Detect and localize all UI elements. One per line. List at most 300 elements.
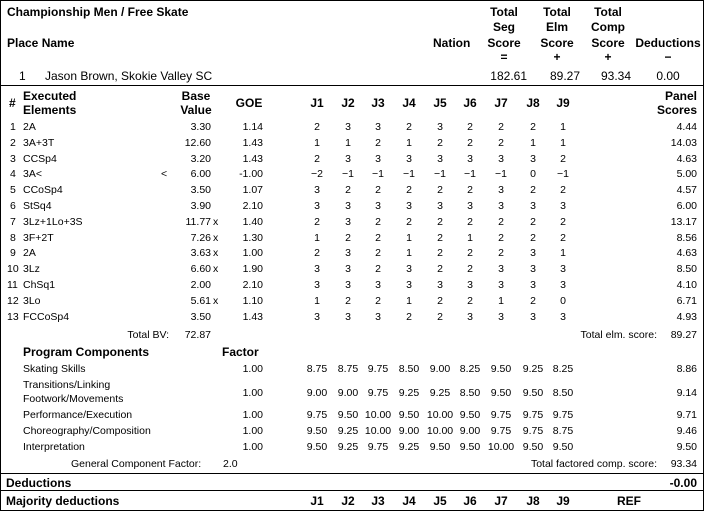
- judge-score: 3: [345, 247, 351, 260]
- component-judge-score: 9.75: [367, 387, 389, 399]
- element-goe: 1.43: [242, 310, 263, 323]
- element-base-value: 3.50: [190, 310, 211, 323]
- seg-score-header-3: Score: [487, 36, 521, 50]
- judge-score: 2: [530, 184, 536, 197]
- element-goe: 2.10: [242, 279, 263, 291]
- judge-score: 1: [467, 231, 473, 244]
- component-judge-score: 9.50: [398, 409, 420, 421]
- skater-seg-score: 182.61: [490, 69, 527, 83]
- judge-header: J2: [341, 96, 355, 110]
- element-number: 9: [10, 247, 16, 260]
- element-panel-score: 8.50: [676, 263, 697, 276]
- judge-score: 3: [467, 310, 473, 323]
- judge-score: 2: [467, 215, 473, 228]
- judge-score: 3: [345, 200, 351, 212]
- judge-header: J9: [556, 96, 570, 110]
- judge-score: −1: [342, 168, 354, 181]
- judge-score: 2: [406, 215, 412, 228]
- executed-header-2: Elements: [23, 103, 77, 117]
- judge-score: 1: [314, 294, 320, 307]
- judge-score: 3: [530, 310, 536, 323]
- element-panel-score: 13.17: [670, 215, 697, 228]
- component-judge-score: 9.50: [522, 387, 544, 399]
- judge-score: 0: [530, 168, 536, 181]
- skater-deductions: 0.00: [656, 69, 680, 83]
- judge-score: 2: [406, 310, 412, 323]
- judge-score: 2: [314, 247, 320, 260]
- judge-score: 1: [498, 294, 504, 307]
- element-panel-score: 4.44: [676, 121, 697, 133]
- judge-score: 1: [345, 136, 351, 149]
- judge-score: 2: [498, 231, 504, 244]
- judge-score: 1: [406, 136, 412, 149]
- elm-score-header-4: +: [553, 50, 561, 64]
- judge-score: −1: [495, 168, 507, 181]
- element-code: 3Lz: [23, 263, 40, 276]
- element-info-flag: <: [161, 168, 168, 181]
- judge-score: 3: [498, 310, 504, 323]
- component-name: Interpretation: [23, 441, 85, 453]
- judge-score: 2: [375, 215, 381, 228]
- judge-score: 2: [375, 184, 381, 197]
- element-base-value: 3.20: [190, 152, 211, 165]
- element-number: 12: [7, 294, 19, 307]
- element-number: 10: [7, 263, 19, 276]
- judge-score: 3: [560, 279, 566, 291]
- element-goe: 1.43: [242, 136, 263, 149]
- judge-score: 2: [437, 310, 443, 323]
- judge-score: 3: [467, 279, 473, 291]
- element-base-value: 5.61: [190, 294, 211, 307]
- judge-score: 2: [560, 231, 566, 244]
- majority-judge: J6: [463, 494, 477, 508]
- judge-score: 2: [375, 231, 381, 244]
- total-bv-label: Total BV:: [127, 329, 169, 341]
- judge-score: 2: [345, 294, 351, 307]
- num-header: #: [9, 96, 16, 110]
- component-judge-score: 9.75: [367, 441, 389, 453]
- component-factor: 1.00: [242, 425, 263, 437]
- component-judge-score: 9.25: [337, 441, 359, 453]
- component-judge-score: 8.25: [552, 363, 574, 375]
- element-code: StSq4: [23, 200, 52, 212]
- judge-score: 2: [498, 215, 504, 228]
- element-number: 4: [10, 168, 16, 181]
- component-judge-score: 9.25: [398, 441, 420, 453]
- judge-score: 2: [406, 184, 412, 197]
- deductions-header-2: −: [664, 50, 672, 64]
- judge-score: 2: [406, 121, 412, 133]
- total-comp-label: Total factored comp. score:: [530, 458, 657, 470]
- component-judge-score: 8.50: [398, 363, 420, 375]
- judge-score: 2: [498, 136, 504, 149]
- factor-header: Factor: [222, 345, 259, 359]
- majority-judge: J2: [341, 494, 355, 508]
- majority-judge: J1: [310, 494, 324, 508]
- judge-header: J5: [433, 96, 447, 110]
- judge-score: 2: [375, 136, 381, 149]
- executed-header-1: Executed: [23, 89, 77, 103]
- bonus-x-flag: x: [213, 215, 219, 228]
- component-judge-score: 9.00: [337, 387, 359, 399]
- judge-score: 2: [437, 184, 443, 197]
- component-judge-score: 9.50: [459, 409, 481, 421]
- component-judge-score: 9.00: [459, 425, 481, 437]
- total-elm-value: 89.27: [670, 329, 697, 341]
- component-judge-score: 9.25: [398, 387, 420, 399]
- judge-score: −1: [372, 168, 384, 181]
- judge-score: 2: [560, 215, 566, 228]
- component-judge-score: 9.75: [522, 425, 544, 437]
- element-number: 1: [10, 121, 16, 133]
- judge-score: 3: [314, 200, 320, 212]
- component-judge-score: 9.50: [337, 409, 359, 421]
- skater-comp-score: 93.34: [600, 69, 631, 83]
- element-code: 3Lo: [23, 294, 41, 307]
- component-judge-score: 10.00: [364, 409, 392, 421]
- element-base-value: 2.00: [190, 279, 211, 291]
- panel-header-1: Panel: [664, 89, 697, 103]
- panel-header-2: Scores: [656, 103, 697, 117]
- majority-judge: J4: [402, 494, 416, 508]
- component-judge-score: 10.00: [426, 425, 454, 437]
- judge-score: 2: [345, 184, 351, 197]
- element-panel-score: 6.71: [676, 294, 697, 307]
- element-code: CCoSp4: [23, 184, 63, 197]
- judge-score: 2: [437, 247, 443, 260]
- element-goe: 1.90: [242, 263, 263, 276]
- judge-score: 1: [406, 294, 412, 307]
- element-goe: 1.30: [242, 231, 263, 244]
- element-number: 2: [10, 136, 16, 149]
- judge-score: 3: [437, 152, 443, 165]
- majority-label: Majority deductions: [6, 494, 120, 508]
- judge-score: 3: [314, 263, 320, 276]
- element-panel-score: 5.00: [676, 168, 697, 181]
- judge-header: J3: [371, 96, 385, 110]
- judge-score: 3: [345, 152, 351, 165]
- judge-score: 3: [375, 310, 381, 323]
- judge-header: J8: [526, 96, 540, 110]
- element-code: 3A+3T: [23, 136, 55, 149]
- majority-judge: J9: [556, 494, 570, 508]
- judge-score: 2: [467, 184, 473, 197]
- component-name: Footwork/Movements: [23, 393, 124, 405]
- judge-header: J4: [402, 96, 416, 110]
- judge-score: −1: [557, 168, 569, 181]
- element-goe: 1.07: [242, 184, 263, 197]
- element-panel-score: 8.56: [676, 231, 697, 244]
- component-factor: 1.00: [242, 363, 263, 375]
- element-number: 5: [10, 184, 16, 197]
- seg-score-header-2: Seg: [492, 20, 515, 34]
- judge-score: 2: [467, 136, 473, 149]
- judge-score: 3: [345, 310, 351, 323]
- component-judge-score: 8.25: [459, 363, 481, 375]
- component-judge-score: 9.00: [398, 425, 420, 437]
- element-base-value: 6.60: [190, 263, 211, 276]
- total-bv-value: 72.87: [184, 329, 211, 341]
- component-name: Transitions/Linking: [23, 379, 111, 391]
- component-judge-score: 9.25: [337, 425, 359, 437]
- component-judge-score: 8.50: [552, 387, 574, 399]
- comp-score-header-1: Total: [594, 5, 622, 19]
- element-base-value: 7.26: [190, 231, 211, 244]
- component-judge-score: 8.75: [306, 363, 328, 375]
- base-header-2: Value: [180, 103, 212, 117]
- judge-score: 2: [345, 231, 351, 244]
- judge-score: 0: [560, 294, 566, 307]
- judge-score: 2: [530, 121, 536, 133]
- element-panel-score: 4.93: [676, 310, 697, 323]
- component-judge-score: 9.00: [429, 363, 451, 375]
- judge-score: 3: [498, 279, 504, 291]
- judge-score: 3: [437, 121, 443, 133]
- element-goe: 1.43: [242, 152, 263, 165]
- judge-header: J7: [494, 96, 508, 110]
- element-base-value: 3.30: [190, 121, 211, 133]
- judge-score: 2: [530, 215, 536, 228]
- judge-score: 3: [560, 310, 566, 323]
- bonus-x-flag: x: [213, 263, 219, 276]
- judge-score: 3: [406, 279, 412, 291]
- judge-score: 2: [498, 247, 504, 260]
- component-judge-score: 9.25: [429, 387, 451, 399]
- element-base-value: 11.77: [185, 215, 211, 228]
- total-comp-value: 93.34: [670, 458, 697, 470]
- judge-score: 2: [560, 152, 566, 165]
- element-base-value: 3.90: [190, 200, 211, 212]
- element-code: CCSp4: [23, 152, 57, 165]
- bonus-x-flag: x: [213, 247, 219, 260]
- skater-elm-score: 89.27: [549, 69, 580, 83]
- judge-score: 3: [530, 152, 536, 165]
- element-base-value: 3.63: [190, 247, 211, 260]
- judge-score: 3: [437, 279, 443, 291]
- judge-score: 1: [314, 136, 320, 149]
- component-judge-score: 8.75: [337, 363, 359, 375]
- component-name: Choreography/Composition: [23, 425, 151, 437]
- judge-score: 2: [437, 294, 443, 307]
- element-number: 7: [10, 215, 16, 228]
- judge-score: 2: [314, 152, 320, 165]
- judge-score: 3: [314, 184, 320, 197]
- component-name: Performance/Execution: [23, 409, 133, 421]
- component-judge-score: 9.50: [490, 387, 512, 399]
- judge-header: J1: [310, 96, 324, 110]
- majority-ref: REF: [617, 494, 641, 508]
- judge-score: 2: [314, 215, 320, 228]
- judge-score: −2: [311, 168, 323, 181]
- judge-score: 3: [530, 200, 536, 212]
- judge-score: 2: [375, 247, 381, 260]
- gcf-value: 2.0: [223, 458, 238, 470]
- component-judge-score: 9.75: [306, 409, 328, 421]
- component-judge-score: 9.50: [306, 441, 328, 453]
- element-panel-score: 4.63: [676, 247, 697, 260]
- component-judge-score: 10.00: [487, 441, 515, 453]
- element-number: 11: [7, 279, 18, 291]
- majority-judge: J5: [433, 494, 447, 508]
- element-goe: 1.14: [242, 121, 263, 133]
- components-title: Program Components: [23, 345, 150, 359]
- judge-score: 3: [314, 310, 320, 323]
- component-judge-score: 8.75: [552, 425, 574, 437]
- element-panel-score: 14.03: [670, 136, 697, 149]
- judge-score: 3: [345, 279, 351, 291]
- judge-score: 3: [498, 263, 504, 276]
- seg-score-header-4: =: [500, 50, 508, 64]
- judge-score: 3: [375, 200, 381, 212]
- element-goe: 2.10: [242, 200, 263, 212]
- judge-score: 3: [375, 121, 381, 133]
- judge-score: 2: [467, 121, 473, 133]
- element-panel-score: 4.63: [676, 152, 697, 165]
- judge-score: −1: [434, 168, 446, 181]
- base-header-1: Base: [181, 89, 211, 103]
- deductions-value: -0.00: [669, 476, 697, 490]
- component-factor: 1.00: [242, 409, 263, 421]
- majority-judge: J7: [494, 494, 508, 508]
- judge-score: 2: [375, 263, 381, 276]
- judge-score: 3: [375, 279, 381, 291]
- component-panel-score: 8.86: [676, 363, 697, 375]
- component-judge-score: 9.50: [490, 363, 512, 375]
- element-code: 3A<: [23, 168, 42, 181]
- component-judge-score: 9.75: [367, 363, 389, 375]
- divider-line: [1, 473, 703, 474]
- judge-score: 1: [560, 247, 566, 260]
- component-panel-score: 9.46: [676, 425, 697, 437]
- seg-score-header-1: Total: [490, 5, 518, 19]
- element-goe: 1.00: [242, 247, 263, 260]
- component-judge-score: 9.75: [552, 409, 574, 421]
- element-number: 3: [10, 152, 16, 165]
- judge-score: 2: [437, 231, 443, 244]
- judge-score: 3: [345, 121, 351, 133]
- element-code: 2A: [23, 247, 36, 260]
- comp-score-header-4: +: [604, 50, 612, 64]
- bonus-x-flag: x: [213, 294, 219, 307]
- component-judge-score: 9.50: [306, 425, 328, 437]
- judge-score: 3: [314, 279, 320, 291]
- component-judge-score: 9.25: [522, 363, 544, 375]
- component-factor: 1.00: [242, 441, 263, 453]
- element-goe: 1.40: [242, 215, 263, 228]
- element-code: 3F+2T: [23, 231, 54, 244]
- judge-score: 3: [467, 200, 473, 212]
- component-panel-score: 9.50: [676, 441, 697, 453]
- place-name-header: Place Name: [7, 36, 75, 50]
- nation-header: Nation: [433, 36, 471, 50]
- component-judge-score: 9.50: [459, 441, 481, 453]
- component-judge-score: 10.00: [426, 409, 454, 421]
- judge-score: 3: [345, 263, 351, 276]
- component-judge-score: 9.50: [552, 441, 574, 453]
- judge-score: 2: [437, 215, 443, 228]
- judge-score: 3: [498, 152, 504, 165]
- element-number: 13: [7, 310, 19, 323]
- judge-score: 3: [530, 279, 536, 291]
- deductions-label: Deductions: [6, 476, 72, 490]
- elm-score-header-3: Score: [540, 36, 574, 50]
- divider-line: [1, 85, 703, 86]
- deductions-header-1: Deductions: [635, 36, 701, 50]
- component-judge-score: 8.50: [459, 387, 481, 399]
- element-base-value: 3.50: [190, 184, 211, 197]
- judge-score: 2: [560, 184, 566, 197]
- judge-score: 2: [530, 294, 536, 307]
- judge-score: 3: [560, 200, 566, 212]
- segment-title: Championship Men / Free Skate: [7, 5, 189, 19]
- judge-score: 2: [467, 247, 473, 260]
- judge-score: 1: [406, 231, 412, 244]
- judge-score: 3: [406, 152, 412, 165]
- judge-score: 2: [375, 294, 381, 307]
- judge-score: 1: [560, 136, 566, 149]
- elm-score-header-1: Total: [543, 5, 571, 19]
- judge-score: 3: [437, 200, 443, 212]
- element-base-value: 12.60: [184, 136, 211, 149]
- total-elm-label: Total elm. score:: [580, 329, 657, 341]
- component-judge-score: 9.75: [522, 409, 544, 421]
- comp-score-header-3: Score: [591, 36, 625, 50]
- judge-score: 2: [437, 263, 443, 276]
- judge-score: 2: [314, 121, 320, 133]
- judge-score: 3: [498, 200, 504, 212]
- component-panel-score: 9.71: [676, 409, 697, 421]
- component-factor: 1.00: [242, 387, 263, 399]
- judge-score: 1: [560, 121, 566, 133]
- judge-score: 2: [467, 294, 473, 307]
- bonus-x-flag: x: [213, 231, 219, 244]
- judge-score: 3: [560, 263, 566, 276]
- component-judge-score: 9.50: [429, 441, 451, 453]
- component-judge-score: 9.75: [490, 409, 512, 421]
- judge-score: 3: [498, 184, 504, 197]
- judge-score: 3: [345, 215, 351, 228]
- judge-score: 2: [437, 136, 443, 149]
- judge-score: 3: [375, 152, 381, 165]
- component-judge-score: 9.00: [306, 387, 328, 399]
- component-panel-score: 9.14: [676, 387, 697, 399]
- element-code: 3Lz+1Lo+3S: [23, 215, 83, 228]
- majority-judge: J3: [371, 494, 385, 508]
- element-code: FCCoSp4: [23, 310, 70, 323]
- judge-score: 1: [530, 136, 536, 149]
- element-panel-score: 4.10: [676, 279, 697, 291]
- judge-score: 1: [406, 247, 412, 260]
- component-judge-score: 9.50: [522, 441, 544, 453]
- judge-score: −1: [403, 168, 415, 181]
- judge-score: 2: [530, 231, 536, 244]
- element-base-value: 6.00: [190, 168, 211, 181]
- element-goe: 1.10: [242, 294, 263, 307]
- judge-score: 3: [530, 247, 536, 260]
- element-panel-score: 4.57: [676, 184, 697, 197]
- judge-header: J6: [463, 96, 477, 110]
- element-number: 6: [10, 200, 16, 212]
- skater-name: Jason Brown, Skokie Valley SC: [45, 69, 213, 83]
- component-judge-score: 9.75: [490, 425, 512, 437]
- divider-line: [1, 490, 703, 491]
- element-code: ChSq1: [23, 279, 56, 291]
- comp-score-header-2: Comp: [591, 20, 625, 34]
- judge-score: 3: [530, 263, 536, 276]
- goe-header: GOE: [235, 96, 263, 110]
- judge-score: 3: [406, 200, 412, 212]
- majority-judge: J8: [526, 494, 540, 508]
